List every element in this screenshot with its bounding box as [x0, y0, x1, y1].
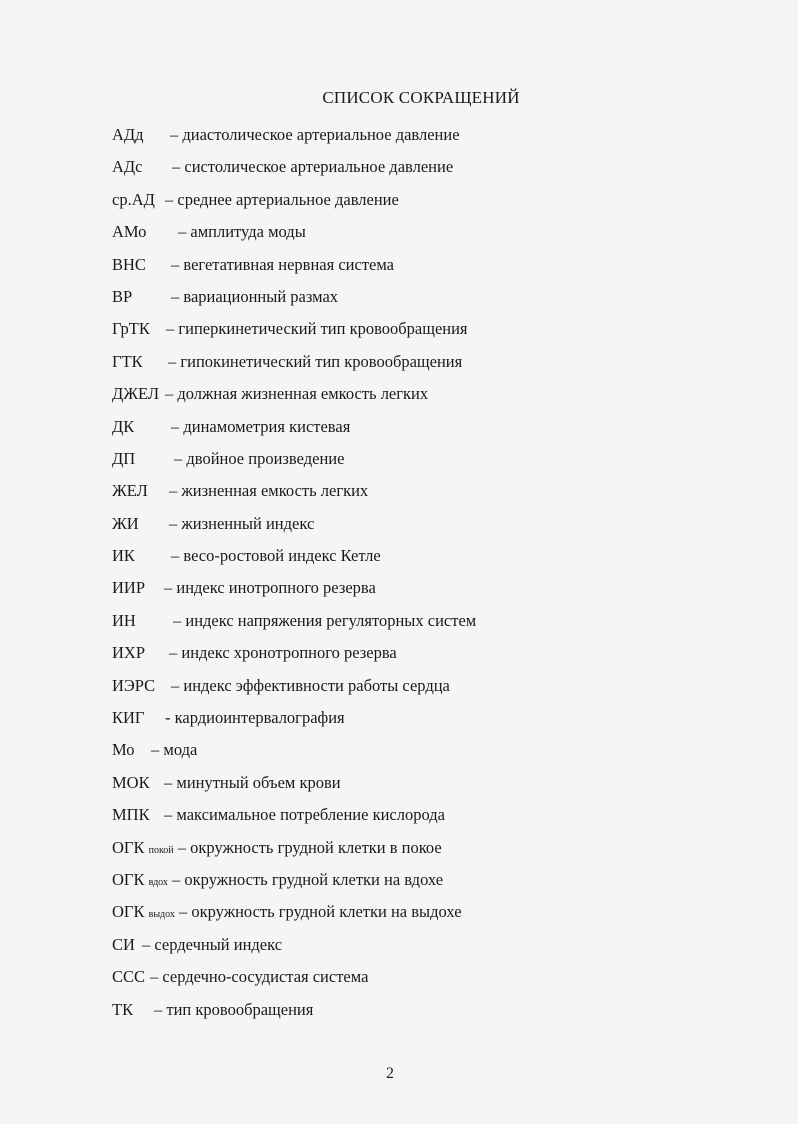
abbreviation-definition: – окружность грудной клетки на вдохе: [172, 869, 444, 889]
abbreviation-definition: – жизненная емкость легких: [169, 481, 369, 501]
list-item: [112, 411, 732, 443]
subscript: покой: [148, 844, 174, 856]
list-item: [112, 864, 732, 896]
list-item: [112, 994, 732, 1026]
list-item: [112, 637, 732, 669]
abbreviation-definition: – весо-ростовой индекс Кетле: [171, 546, 381, 566]
abbreviation-term: МПК: [112, 805, 150, 825]
abbreviation-definition: – минутный объем крови: [164, 772, 341, 792]
abbreviation-definition: – систолическое артериальное давление: [172, 157, 454, 177]
abbreviation-term: ВНС: [112, 254, 146, 274]
list-item: [112, 119, 732, 151]
list-item: [112, 508, 732, 540]
abbreviation-definition: – должная жизненная емкость легких: [165, 384, 429, 404]
list-item: [112, 540, 732, 572]
abbreviation-term: ИН: [112, 610, 136, 630]
abbreviation-term: ССС: [112, 967, 146, 987]
list-item: [112, 832, 732, 864]
list-item: [112, 670, 732, 702]
abbreviation-definition: – сердечно-сосудистая система: [150, 967, 369, 987]
abbreviation-definition: – вегетативная нервная система: [171, 254, 394, 274]
abbreviation-definition: - кардиоинтервалография: [165, 708, 345, 728]
abbreviation-term: АДс: [112, 157, 143, 177]
abbreviation-term: ТК: [112, 999, 134, 1019]
subscript: выдох: [148, 909, 175, 921]
abbreviation-definition: – гиперкинетический тип кровообращения: [166, 319, 468, 339]
abbreviation-definition: – амплитуда моды: [178, 222, 306, 242]
list-item: [112, 216, 732, 248]
abbreviation-definition: – индекс эффективности работы сердца: [171, 675, 450, 695]
list-item: [112, 702, 732, 734]
abbreviation-term: Мо: [112, 740, 135, 760]
abbreviation-definition: – мода: [151, 740, 198, 760]
abbreviation-definition: – двойное произведение: [174, 448, 345, 468]
list-item: [112, 475, 732, 507]
list-item: [112, 734, 732, 766]
list-item: [112, 249, 732, 281]
abbreviation-term: ДЖЕЛ: [112, 384, 160, 404]
subscript: вдох: [148, 876, 168, 888]
abbreviation-definition: – сердечный индекс: [142, 934, 283, 954]
abbreviation-term: АМо: [112, 222, 147, 242]
abbreviation-term: ДП: [112, 448, 136, 468]
abbreviation-definition: – тип кровообращения: [154, 999, 314, 1019]
abbreviation-term: ИИР: [112, 578, 146, 598]
abbreviation-definition: – жизненный индекс: [169, 513, 315, 533]
list-item: [112, 799, 732, 831]
abbreviation-term: ОГК выдох: [112, 902, 175, 922]
abbreviation-term: СИ: [112, 934, 135, 954]
abbreviation-term: ср.АД: [112, 189, 155, 209]
list-item: [112, 313, 732, 345]
abbreviation-definition: – динамометрия кистевая: [171, 416, 351, 436]
abbreviation-term: ИЭРС: [112, 675, 156, 695]
abbreviation-term: АДд: [112, 125, 144, 144]
abbreviation-term: ИК: [112, 546, 135, 566]
abbreviation-term: ДК: [112, 416, 135, 436]
abbreviation-term: ЖИ: [112, 513, 139, 533]
abbreviation-term: ГрТК: [112, 319, 150, 339]
abbreviation-definition: – индекс инотропного резерва: [164, 578, 376, 598]
abbreviation-term: ОГК покой: [112, 837, 174, 857]
abbreviation-definition: – диастолическое артериальное давление: [170, 125, 460, 144]
list-item: [112, 767, 732, 799]
list-item: [112, 378, 732, 410]
list-item: [112, 605, 732, 637]
list-item: [112, 443, 732, 475]
abbreviation-term: ГТК: [112, 351, 143, 371]
abbreviation-definition: – вариационный размах: [171, 286, 339, 306]
abbreviation-list: [112, 119, 732, 1026]
list-item: [112, 151, 732, 183]
abbreviation-definition: – индекс напряжения регуляторных систем: [173, 610, 477, 630]
abbreviation-term: КИГ: [112, 708, 145, 728]
list-item: [112, 184, 732, 216]
abbreviation-definition: – окружность грудной клетки на выдохе: [179, 902, 462, 922]
list-item: [112, 929, 732, 961]
list-item: [112, 346, 732, 378]
abbreviation-term: ОГК вдох: [112, 869, 168, 889]
abbreviation-definition: – максимальное потребление кислорода: [164, 805, 445, 825]
page-title: СПИСОК СОКРАЩЕНИЙ: [322, 88, 520, 107]
abbreviation-term: ЖЕЛ: [112, 481, 148, 501]
abbreviation-term: ВР: [112, 286, 133, 306]
abbreviation-definition: – гипокинетический тип кровообращения: [168, 351, 463, 371]
abbreviation-term: МОК: [112, 772, 150, 792]
abbreviation-definition: – индекс хронотропного резерва: [169, 643, 397, 663]
abbreviation-definition: – среднее артериальное давление: [165, 189, 399, 209]
list-item: [112, 896, 732, 928]
abbreviation-definition: – окружность грудной клетки в покое: [177, 837, 442, 857]
list-item: [112, 572, 732, 604]
list-item: [112, 961, 732, 993]
abbreviation-term: ИХР: [112, 643, 146, 663]
page-number: 2: [386, 1065, 394, 1082]
list-item: [112, 281, 732, 313]
